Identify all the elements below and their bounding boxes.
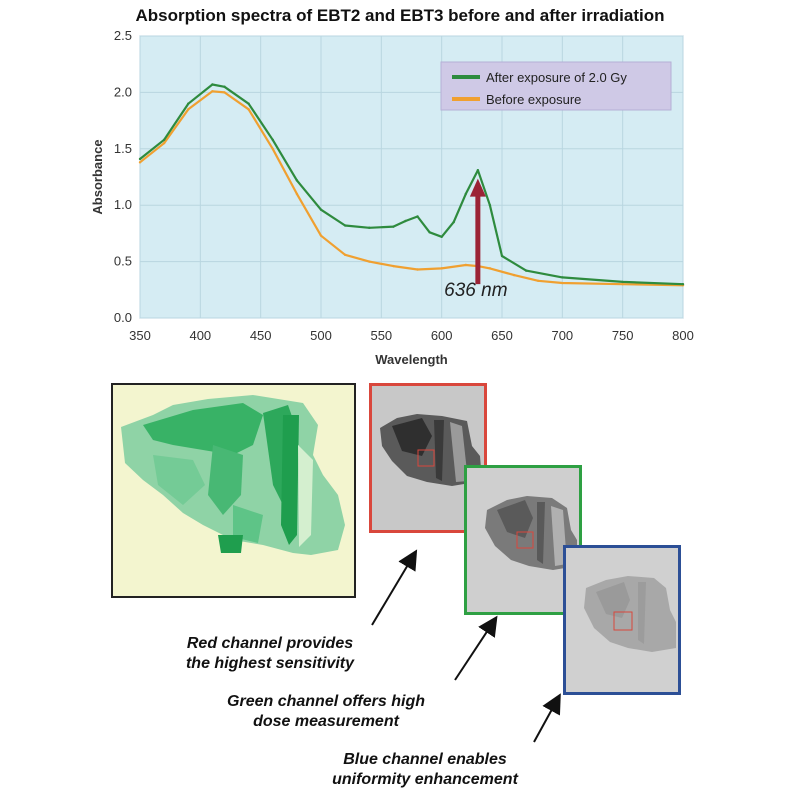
absorption-chart (0, 0, 800, 375)
data-point (320, 234, 322, 236)
caption-line: Blue channel enables (343, 751, 507, 768)
data-point (453, 221, 455, 223)
y-tick-label: 0.0 (113, 310, 132, 325)
x-tick-label: 800 (672, 328, 694, 343)
green-callout-arrow (455, 624, 492, 680)
data-point (682, 283, 684, 285)
caption-line: dose measurement (253, 713, 399, 730)
data-point (477, 169, 479, 171)
caption-line: Green channel offers high (227, 693, 425, 710)
data-point (416, 268, 418, 270)
data-point (344, 254, 346, 256)
data-point (525, 269, 527, 271)
data-point (139, 161, 141, 163)
x-tick-label: 700 (551, 328, 574, 343)
blue-callout-arrow (534, 702, 556, 742)
data-point (223, 91, 225, 93)
y-tick-label: 2.0 (113, 84, 132, 100)
data-point (272, 148, 274, 150)
legend-label: Before exposure (486, 92, 582, 107)
data-point (163, 142, 165, 144)
data-point (561, 276, 563, 278)
data-point (465, 193, 467, 195)
data-point (428, 231, 430, 233)
y-tick-label: 1.5 (113, 140, 132, 156)
x-tick-label: 350 (129, 328, 151, 343)
data-point (247, 108, 249, 110)
y-tick-label: 0.5 (113, 253, 132, 269)
x-tick-label: 750 (611, 328, 634, 343)
x-tick-label: 650 (491, 328, 513, 343)
legend-label: After exposure of 2.0 Gy (486, 70, 627, 85)
annotation-label: 636 nm (444, 280, 508, 302)
data-point (489, 204, 491, 206)
x-tick-label: 450 (249, 328, 272, 343)
data-point (404, 220, 406, 222)
red-callout-arrow (372, 558, 412, 625)
data-point (163, 139, 165, 141)
film-color-image (111, 383, 356, 598)
data-point (139, 158, 141, 160)
data-point (296, 179, 298, 181)
data-point (368, 227, 370, 229)
x-axis-label: Wavelength (375, 352, 448, 367)
data-point (416, 215, 418, 217)
caption-line: uniformity enhancement (332, 771, 518, 788)
red-channel-caption (150, 634, 390, 674)
data-point (296, 193, 298, 195)
green-channel-caption (196, 692, 456, 732)
data-point (211, 83, 213, 85)
data-point (211, 90, 213, 92)
data-point (489, 267, 491, 269)
data-point (272, 139, 274, 141)
data-point (621, 281, 623, 283)
x-tick-label: 550 (370, 328, 393, 343)
data-point (537, 280, 539, 282)
data-point (501, 255, 503, 257)
x-tick-label: 400 (189, 328, 212, 343)
data-point (344, 224, 346, 226)
data-point (368, 260, 370, 262)
data-point (247, 102, 249, 104)
data-point (621, 283, 623, 285)
data-point (513, 274, 515, 276)
data-point (223, 86, 225, 88)
caption-line: the highest sensitivity (185, 655, 355, 672)
blue-channel-image (563, 545, 681, 695)
data-point (187, 102, 189, 104)
caption-line: Red channel provides (186, 635, 354, 652)
data-point (187, 108, 189, 110)
data-point (440, 236, 442, 238)
data-point (392, 225, 394, 227)
data-point (440, 267, 442, 269)
y-tick-label: 2.5 (113, 28, 132, 43)
blue-channel-caption (300, 750, 550, 790)
data-point (392, 265, 394, 267)
chart-title: Absorption spectra of EBT2 and EBT3 before and after irradiation (135, 6, 665, 25)
x-tick-label: 600 (430, 328, 453, 343)
y-tick-label: 1.0 (113, 197, 132, 213)
data-point (320, 209, 322, 211)
y-axis-label: Absorbance (90, 139, 105, 215)
data-point (465, 264, 467, 266)
data-point (561, 282, 563, 284)
x-tick-label: 500 (310, 328, 332, 343)
